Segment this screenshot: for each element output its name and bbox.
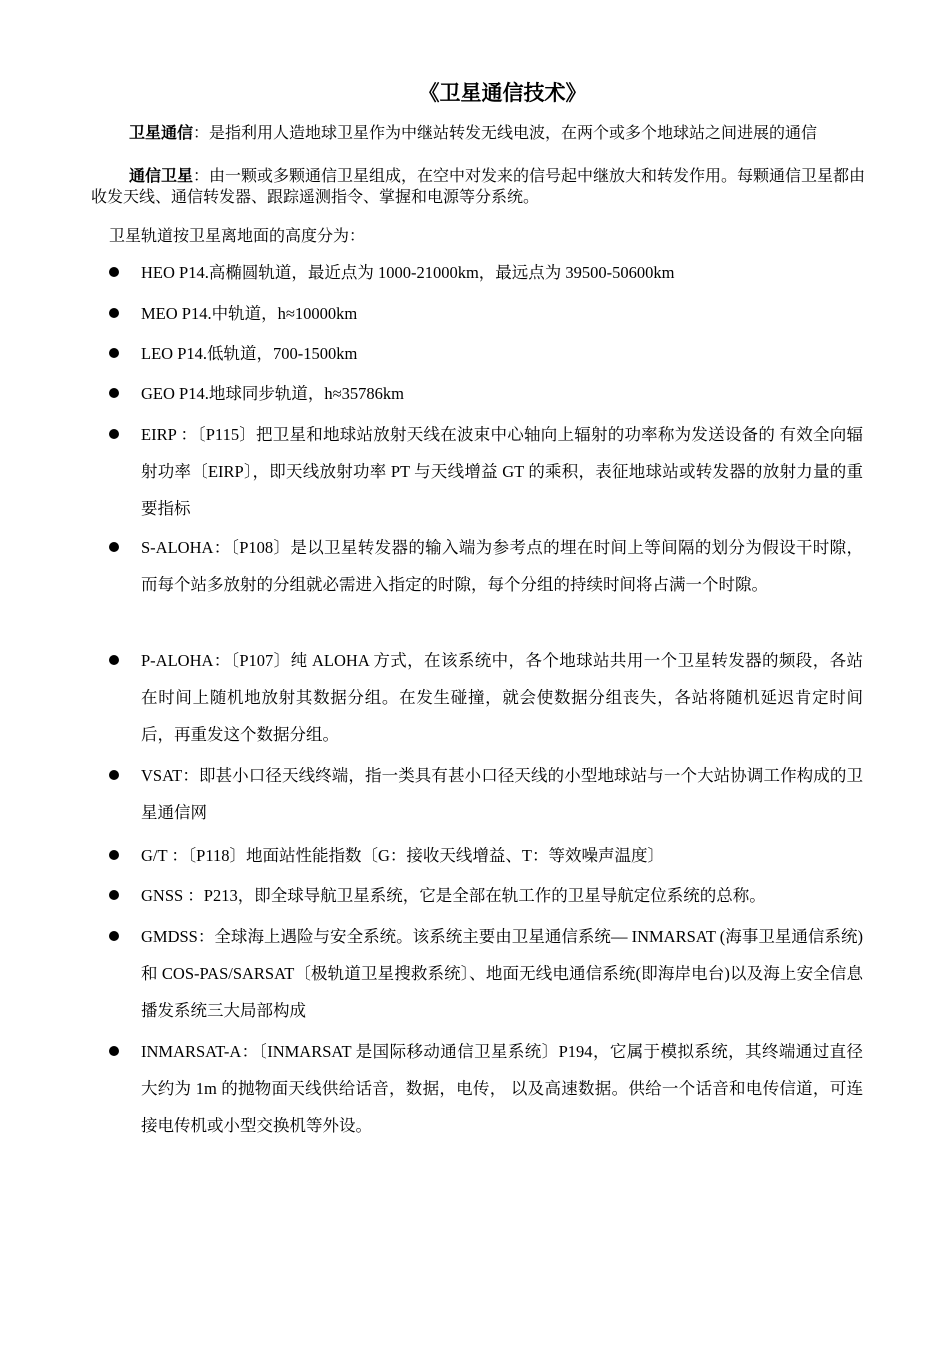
bullet-icon [109,1046,119,1056]
definition-satellite-communication [91,122,881,143]
definition-colon: ： [193,123,210,142]
orbit-classification-lead: 卫星轨道按卫星离地面的高度分为： [109,226,366,245]
bullet-icon [109,542,119,552]
list-item-inmarsat-a: INMARSAT-A：〔INMARSAT 是国际移动通信卫星系统〕P194，它属于模拟系统，其终端通过直径大约为 1m 的抛物面天线供给话音，数据，电传， 以及高速数据。供给一个话音和电传信道，可连接电传机或小型交换机等外设。 [141,1042,863,1135]
bullet-icon [109,770,119,780]
bullet-icon [109,931,119,941]
bullet-icon [109,655,119,665]
list-item-g-t: G/T ：〔P118〕地面站性能指数〔G：接收天线增益、T：等效噪声温度〕 [141,846,664,865]
definition-communication-satellite [91,165,881,207]
list-item-gmdss: GMDSS：全球海上遇险与安全系统。该系统主要由卫星通信系统— INMARSAT (海事卫星通信系统) 和 COS-PAS/SARSAT〔极轨道卫星搜救系统〕、地面无线电通信系统(即海岸电台)以及海上安全信息播发系统三大局部构成 [141,927,863,1020]
bullet-icon [109,388,119,398]
list-item-vsat: VSAT：即甚小口径天线终端，指一类具有甚小口径天线的小型地球站与一个大站协调工作构成的卫星通信网 [141,766,863,822]
definition-colon: ： [193,166,210,185]
list-item-s-aloha: S-ALOHA：〔P108〕是以卫星转发器的输入端为参考点的埋在时间上等间隔的划分为假设干时隙，而每个站多放射的分组就必需进入指定的时隙，每个分组的持续时间将占满一个时隙。 [141,538,863,594]
definition-text: 由一颗或多颗通信卫星组成，在空中对发来的信号起中继放大和转发作用。每颗通信卫星都由收发天线、通信转发器、跟踪遥测指令、掌握和电源等分系统。 [91,166,866,206]
list-item-p-aloha: P-ALOHA：〔P107〕纯 ALOHA 方式，在该系统中，各个地球站共用一个卫星转发器的频段，各站在时间上随机地放射其数据分组。在发生碰撞，就会使数据分组丧失，各站将随机延迟肯定时间后，再重发这个数据分组。 [141,651,863,744]
bullet-icon [109,267,119,277]
bullet-icon [109,890,119,900]
list-item-gnss: GNSS ：P213，即全球导航卫星系统，它是全部在轨工作的卫星导航定位系统的总称。 [141,886,766,905]
list-item-geo: GEO P14.地球同步轨道，h≈35786km [141,384,404,403]
definition-term: 卫星通信 [129,123,194,142]
definition-text: 是指利用人造地球卫星作为中继站转发无线电波，在两个或多个地球站之间进展的通信 [209,123,818,142]
bullet-icon [109,429,119,439]
list-item-heo: HEO P14.高椭圆轨道，最近点为 1000-21000km，最远点为 39500-50600km [141,263,675,282]
bullet-icon [109,850,119,860]
bullet-icon [109,348,119,358]
document-title: 《卫星通信技术》 [418,81,587,105]
definition-term: 通信卫星 [129,166,194,185]
list-item-leo: LEO P14.低轨道，700-1500km [141,344,358,363]
list-item-eirp: EIRP ：〔P115〕把卫星和地球站放射天线在波束中心轴向上辐射的功率称为发送设备的 有效全向辐射功率〔EIRP〕，即天线放射功率 PT 与天线增益 GT 的乘积，表征地球站或转发器的放射力量的重要指标 [141,425,863,518]
list-item-meo: MEO P14.中轨道，h≈10000km [141,304,358,323]
bullet-icon [109,308,119,318]
